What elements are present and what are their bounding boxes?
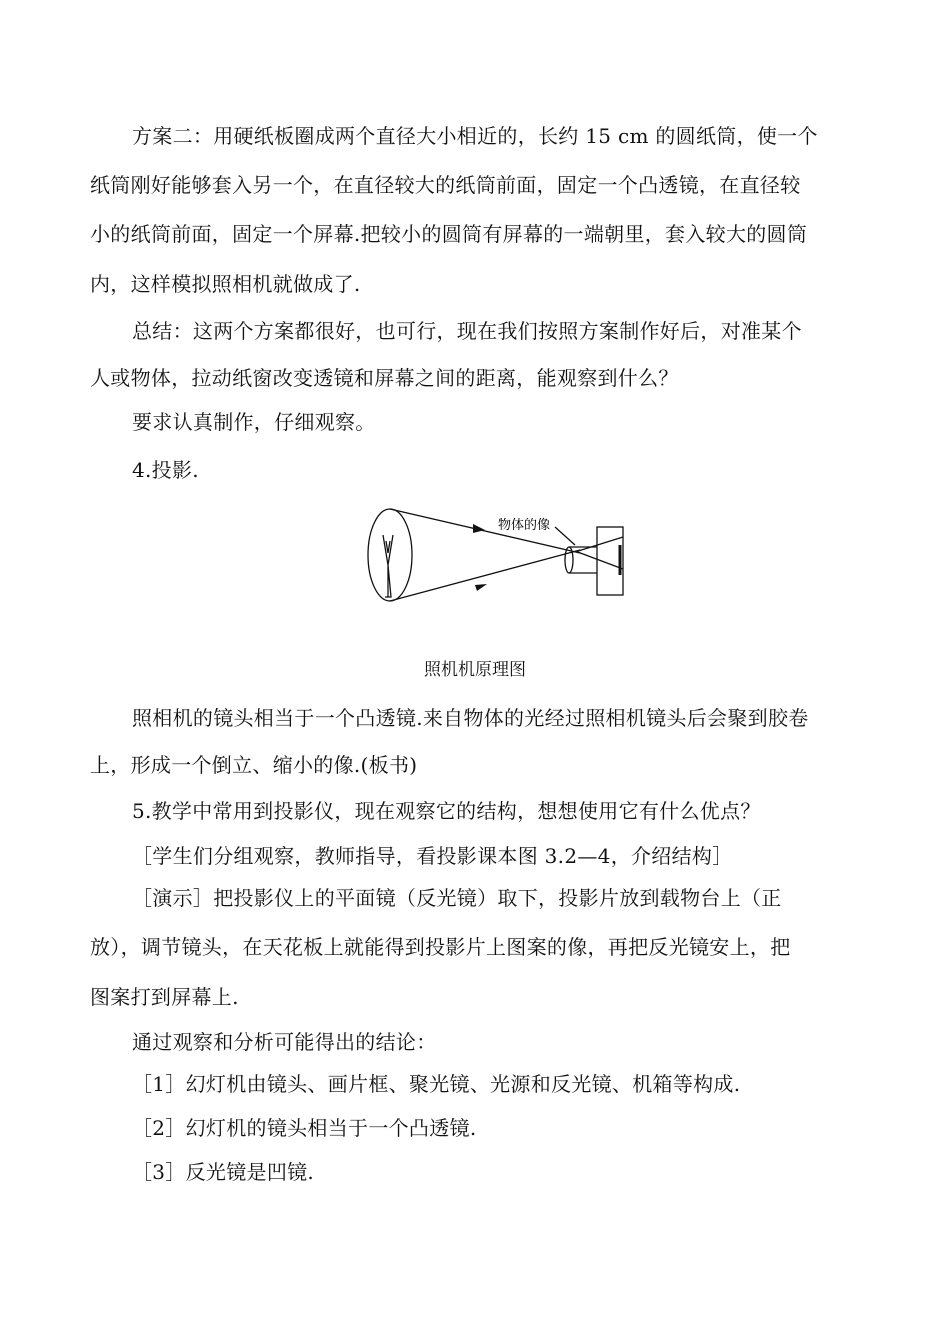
paragraph-summary-line-2: 人或物体，拉动纸窗改变透镜和屏幕之间的距离，能观察到什么？: [90, 366, 679, 390]
section-heading-projection: 4.投影.: [132, 458, 199, 482]
figure-caption: 照机机原理图: [424, 660, 526, 680]
camera-principle-diagram: [365, 505, 630, 640]
paragraph-requirement: 要求认真制作，仔细观察。: [132, 410, 376, 434]
paragraph-demo-line-2: 放），调节镜头，在天花板上就能得到投影片上图案的像，再把反光镜安上，把: [90, 935, 791, 959]
paragraph-plan-two-line-3: 小的纸筒前面，固定一个屏幕.把较小的圆筒有屏幕的一端朝里，套入较大的圆筒: [90, 222, 808, 246]
label-leader: [555, 527, 575, 545]
conclusion-item-3: ［3］反光镜是凹镜.: [132, 1160, 315, 1184]
ray-top-cross: [575, 551, 623, 569]
ray-top: [390, 509, 580, 553]
ray-bottom-arrow: [475, 584, 487, 591]
paragraph-projector-question: 5.教学中常用到投影仪，现在观察它的结构，想想使用它有什么优点？: [132, 799, 761, 823]
paragraph-conclusions-intro: 通过观察和分析可能得出的结论：: [132, 1030, 437, 1054]
conclusion-item-1: ［1］幻灯机由镜头、画片框、聚光镜、光源和反光镜、机箱等构成.: [132, 1072, 741, 1096]
paragraph-demo-line-1: ［演示］把投影仪上的平面镜（反光镜）取下，投影片放到载物台上（正: [132, 886, 782, 910]
paragraph-camera-lens-line-2: 上，形成一个倒立、缩小的像.(板书): [90, 753, 418, 777]
paragraph-plan-two-line-2: 纸筒刚好能够套入另一个，在直径较大的纸筒前面，固定一个凸透镜，在直径较: [90, 173, 801, 197]
paragraph-plan-two-line-4: 内，这样模拟照相机就做成了.: [90, 272, 361, 296]
paragraph-summary-line-1: 总结：这两个方案都很好，也可行，现在我们按照方案制作好后，对准某个: [132, 319, 802, 343]
paragraph-camera-lens-line-1: 照相机的镜头相当于一个凸透镜.来自物体的光经过照相机镜头后会聚到胶卷: [132, 706, 809, 730]
object-figure: [383, 535, 393, 597]
paragraph-plan-two-line-1: 方案二：用硬纸板圈成两个直径大小相近的，长约 15 cm 的圆纸筒，使一个: [132, 124, 818, 148]
image-label: 物体的像: [498, 518, 551, 533]
ray-bottom-cross: [575, 537, 623, 552]
ray-bottom: [390, 550, 580, 601]
conclusion-item-2: ［2］幻灯机的镜头相当于一个凸透镜.: [132, 1116, 477, 1140]
paragraph-group-observation: ［学生们分组观察，教师指导，看投影课本图 3.2—4，介绍结构］: [132, 844, 733, 868]
paragraph-demo-line-3: 图案打到屏幕上.: [90, 985, 239, 1009]
ray-top-arrow: [473, 524, 485, 533]
